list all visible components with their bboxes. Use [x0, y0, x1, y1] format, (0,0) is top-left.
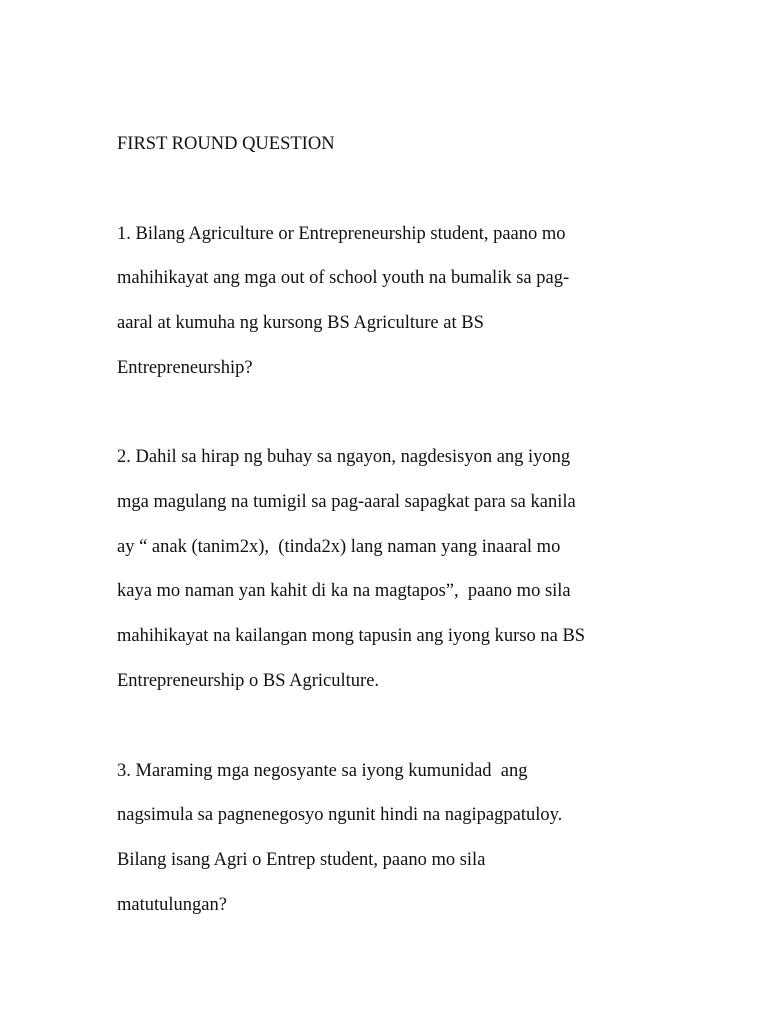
question-3-line-2: nagsimula sa pagnenegosyo ngunit hindi na nagipagpatuloy. [117, 805, 563, 825]
question-2-line-1: 2. Dahil sa hirap ng buhay sa ngayon, nagdesisyon ang iyong [117, 447, 571, 467]
question-2-line-6: Entrepreneurship o BS Agriculture. [117, 671, 380, 691]
document-heading: FIRST ROUND QUESTION [117, 134, 335, 154]
question-2-line-5: mahihikayat na kailangan mong tapusin ang iyong kurso na BS [117, 626, 586, 646]
question-1-line-2: mahihikayat ang mga out of school youth na bumalik sa pag- [117, 268, 570, 288]
question-1-line-4: Entrepreneurship? [117, 358, 253, 378]
question-1-line-1: 1. Bilang Agriculture or Entrepreneurship student, paano mo [117, 224, 566, 244]
question-3-line-3: Bilang isang Agri o Entrep student, paano mo sila [117, 850, 486, 870]
question-2-line-4: kaya mo naman yan kahit di ka na magtapos”, paano mo sila [117, 581, 571, 601]
question-3-line-1: 3. Maraming mga negosyante sa iyong kumunidad ang [117, 761, 528, 781]
question-2-line-2: mga magulang na tumigil sa pag-aaral sapagkat para sa kanila [117, 492, 576, 512]
question-3-line-4: matutulungan? [117, 895, 227, 915]
question-1-line-3: aaral at kumuha ng kursong BS Agriculture at BS [117, 313, 484, 333]
question-2-line-3: ay “ anak (tanim2x), (tinda2x) lang naman yang inaaral mo [117, 537, 561, 557]
